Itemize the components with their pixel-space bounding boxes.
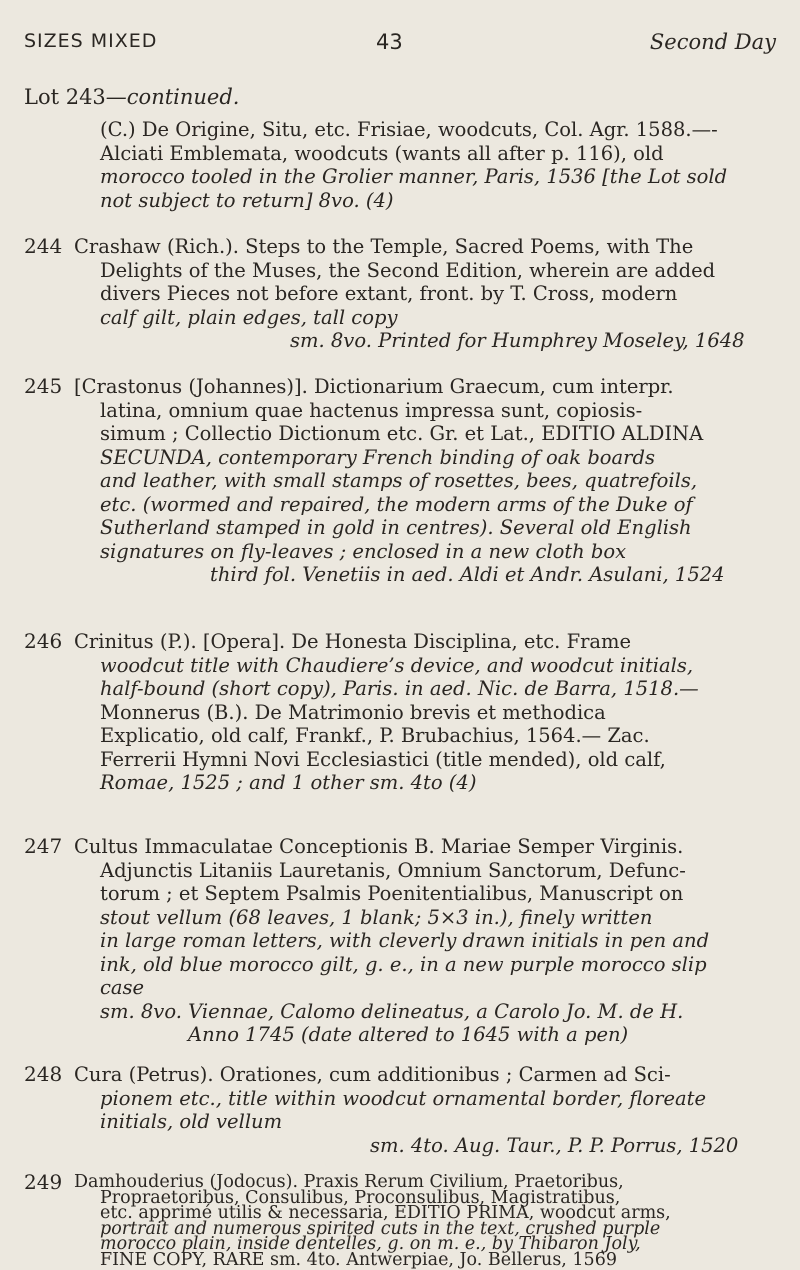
entry-line: Delights of the Muses, the Second Edition, wherein are added	[100, 258, 716, 282]
entry-line: Adjunctis Litaniis Lauretanis, Omnium Sanctorum, Defunc-	[100, 858, 686, 882]
header-section-title: SIZES MIXED	[24, 30, 158, 52]
entry-line: not subject to return] 8vo. (4)	[100, 188, 394, 212]
continued-label: —continued.	[105, 85, 240, 109]
lot-continued-heading	[24, 85, 239, 109]
lot-number: 247	[24, 834, 63, 858]
entry-line: Alciati Emblemata, woodcuts (wants all after p. 116), old	[100, 141, 664, 165]
entry-line: Monnerus (B.). De Matrimonio brevis et methodica	[100, 700, 606, 724]
entry-line: Ferrerii Hymni Novi Ecclesiastici (title mended), old calf,	[100, 747, 666, 771]
lot-number: 246	[24, 629, 63, 653]
lot-number: 249	[24, 1170, 63, 1194]
entry-line: torum ; et Septem Psalmis Poenitentialibus, Manuscript on	[100, 882, 684, 905]
lot-number: 248	[24, 1062, 63, 1086]
entry-line: portrait and numerous spirited cuts in the text, crushed purple	[100, 1218, 661, 1239]
entry-line: stout vellum (68 leaves, 1 blank; 5×3 in.), finely written	[100, 905, 653, 929]
entry-line: case	[100, 976, 145, 999]
entry-line: third fol. Venetiis in aed. Aldi et Andr. Asulani, 1524	[210, 563, 725, 586]
entry-line: etc. apprimé utilis & necessaria, EDITIO PRIMA, woodcut arms,	[100, 1203, 671, 1223]
entry-line: Propraetoribus, Consulibus, Proconsulibus, Magistratibus,	[100, 1187, 621, 1208]
entry-line: FINE COPY, RARE sm. 4to. Antwerpiae, Jo. Bellerus, 1569	[100, 1249, 617, 1270]
entry-line: SECUNDA, contemporary French binding of oak boards	[100, 445, 655, 469]
entry-line: calf gilt, plain edges, tall copy	[100, 305, 398, 329]
lot-label: Lot 243	[24, 85, 106, 109]
entry-line: morocco plain, inside dentelles, g. on m. e., by Thibaron Joly,	[100, 1234, 641, 1254]
entry-line: half-bound (short copy), Paris. in aed. Nic. de Barra, 1518.—	[100, 677, 699, 700]
entry-line: Anno 1745 (date altered to 1645 with a pen)	[188, 1023, 629, 1046]
entry-line: pionem etc., title within woodcut ornamental border, floreate	[100, 1086, 706, 1110]
entry-line: morocco tooled in the Grolier manner, Paris, 1536 [the Lot sold	[100, 165, 728, 188]
entry-line: in large roman letters, with cleverly drawn initials in pen and	[100, 929, 710, 952]
entry-line: Crashaw (Rich.). Steps to the Temple, Sacred Poems, with The	[74, 235, 694, 258]
entry-line: Sutherland stamped in gold in centres). Several old English	[100, 516, 692, 539]
entry-line: Crinitus (P.). [Opera]. De Honesta Disciplina, etc. Frame	[74, 630, 632, 653]
entry-line: woodcut title with Chaudiere’s device, and woodcut initials,	[100, 653, 694, 677]
entry-line: [Crastonus (Johannes)]. Dictionarium Graecum, cum interpr.	[74, 375, 674, 398]
entry-line: initials, old vellum	[100, 1110, 283, 1133]
entry-line: etc. (wormed and repaired, the modern arms of the Duke of	[100, 492, 693, 516]
page-number: 43	[376, 30, 403, 54]
entry-line: sm. 4to. Aug. Taur., P. P. Porrus, 1520	[370, 1133, 739, 1157]
entry-line: Cura (Petrus). Orationes, cum additionibus ; Carmen ad Sci-	[74, 1063, 671, 1086]
lot-number: 245	[24, 374, 63, 398]
entry-line: divers Pieces not before extant, front. by T. Cross, modern	[100, 282, 678, 305]
entry-line: signatures on fly-leaves ; enclosed in a new cloth box	[100, 539, 627, 563]
entry-line: sm. 8vo. Printed for Humphrey Moseley, 1648	[290, 329, 745, 352]
entry-line: latina, omnium quae hactenus impressa sunt, copiosis-	[100, 398, 643, 422]
entry-line: simum ; Collectio Dictionum etc. Gr. et Lat., EDITIO ALDINA	[100, 422, 704, 445]
entry-line: ink, old blue morocco gilt, g. e., in a new purple morocco slip	[100, 952, 707, 976]
page-header	[24, 30, 776, 64]
entry-line: and leather, with small stamps of rosettes, bees, quatrefoils,	[100, 469, 698, 492]
entry-line: (C.) De Origine, Situ, etc. Frisiae, woodcuts, Col. Agr. 1588.—-	[100, 118, 718, 141]
lot-number: 244	[24, 234, 63, 258]
entry-line: Damhouderius (Jodocus). Praxis Rerum Civilium, Praetoribus,	[74, 1172, 624, 1192]
entry-line: Explicatio, old calf, Frankf., P. Brubachius, 1564.— Zac.	[100, 724, 650, 747]
header-day-title: Second Day	[649, 30, 776, 54]
entry-line: Romae, 1525 ; and 1 other sm. 4to (4)	[100, 771, 477, 794]
entry-line: Cultus Immaculatae Conceptionis B. Mariae Semper Virginis.	[74, 835, 684, 858]
entry-line: sm. 8vo. Viennae, Calomo delineatus, a Carolo Jo. M. de H.	[100, 999, 684, 1023]
